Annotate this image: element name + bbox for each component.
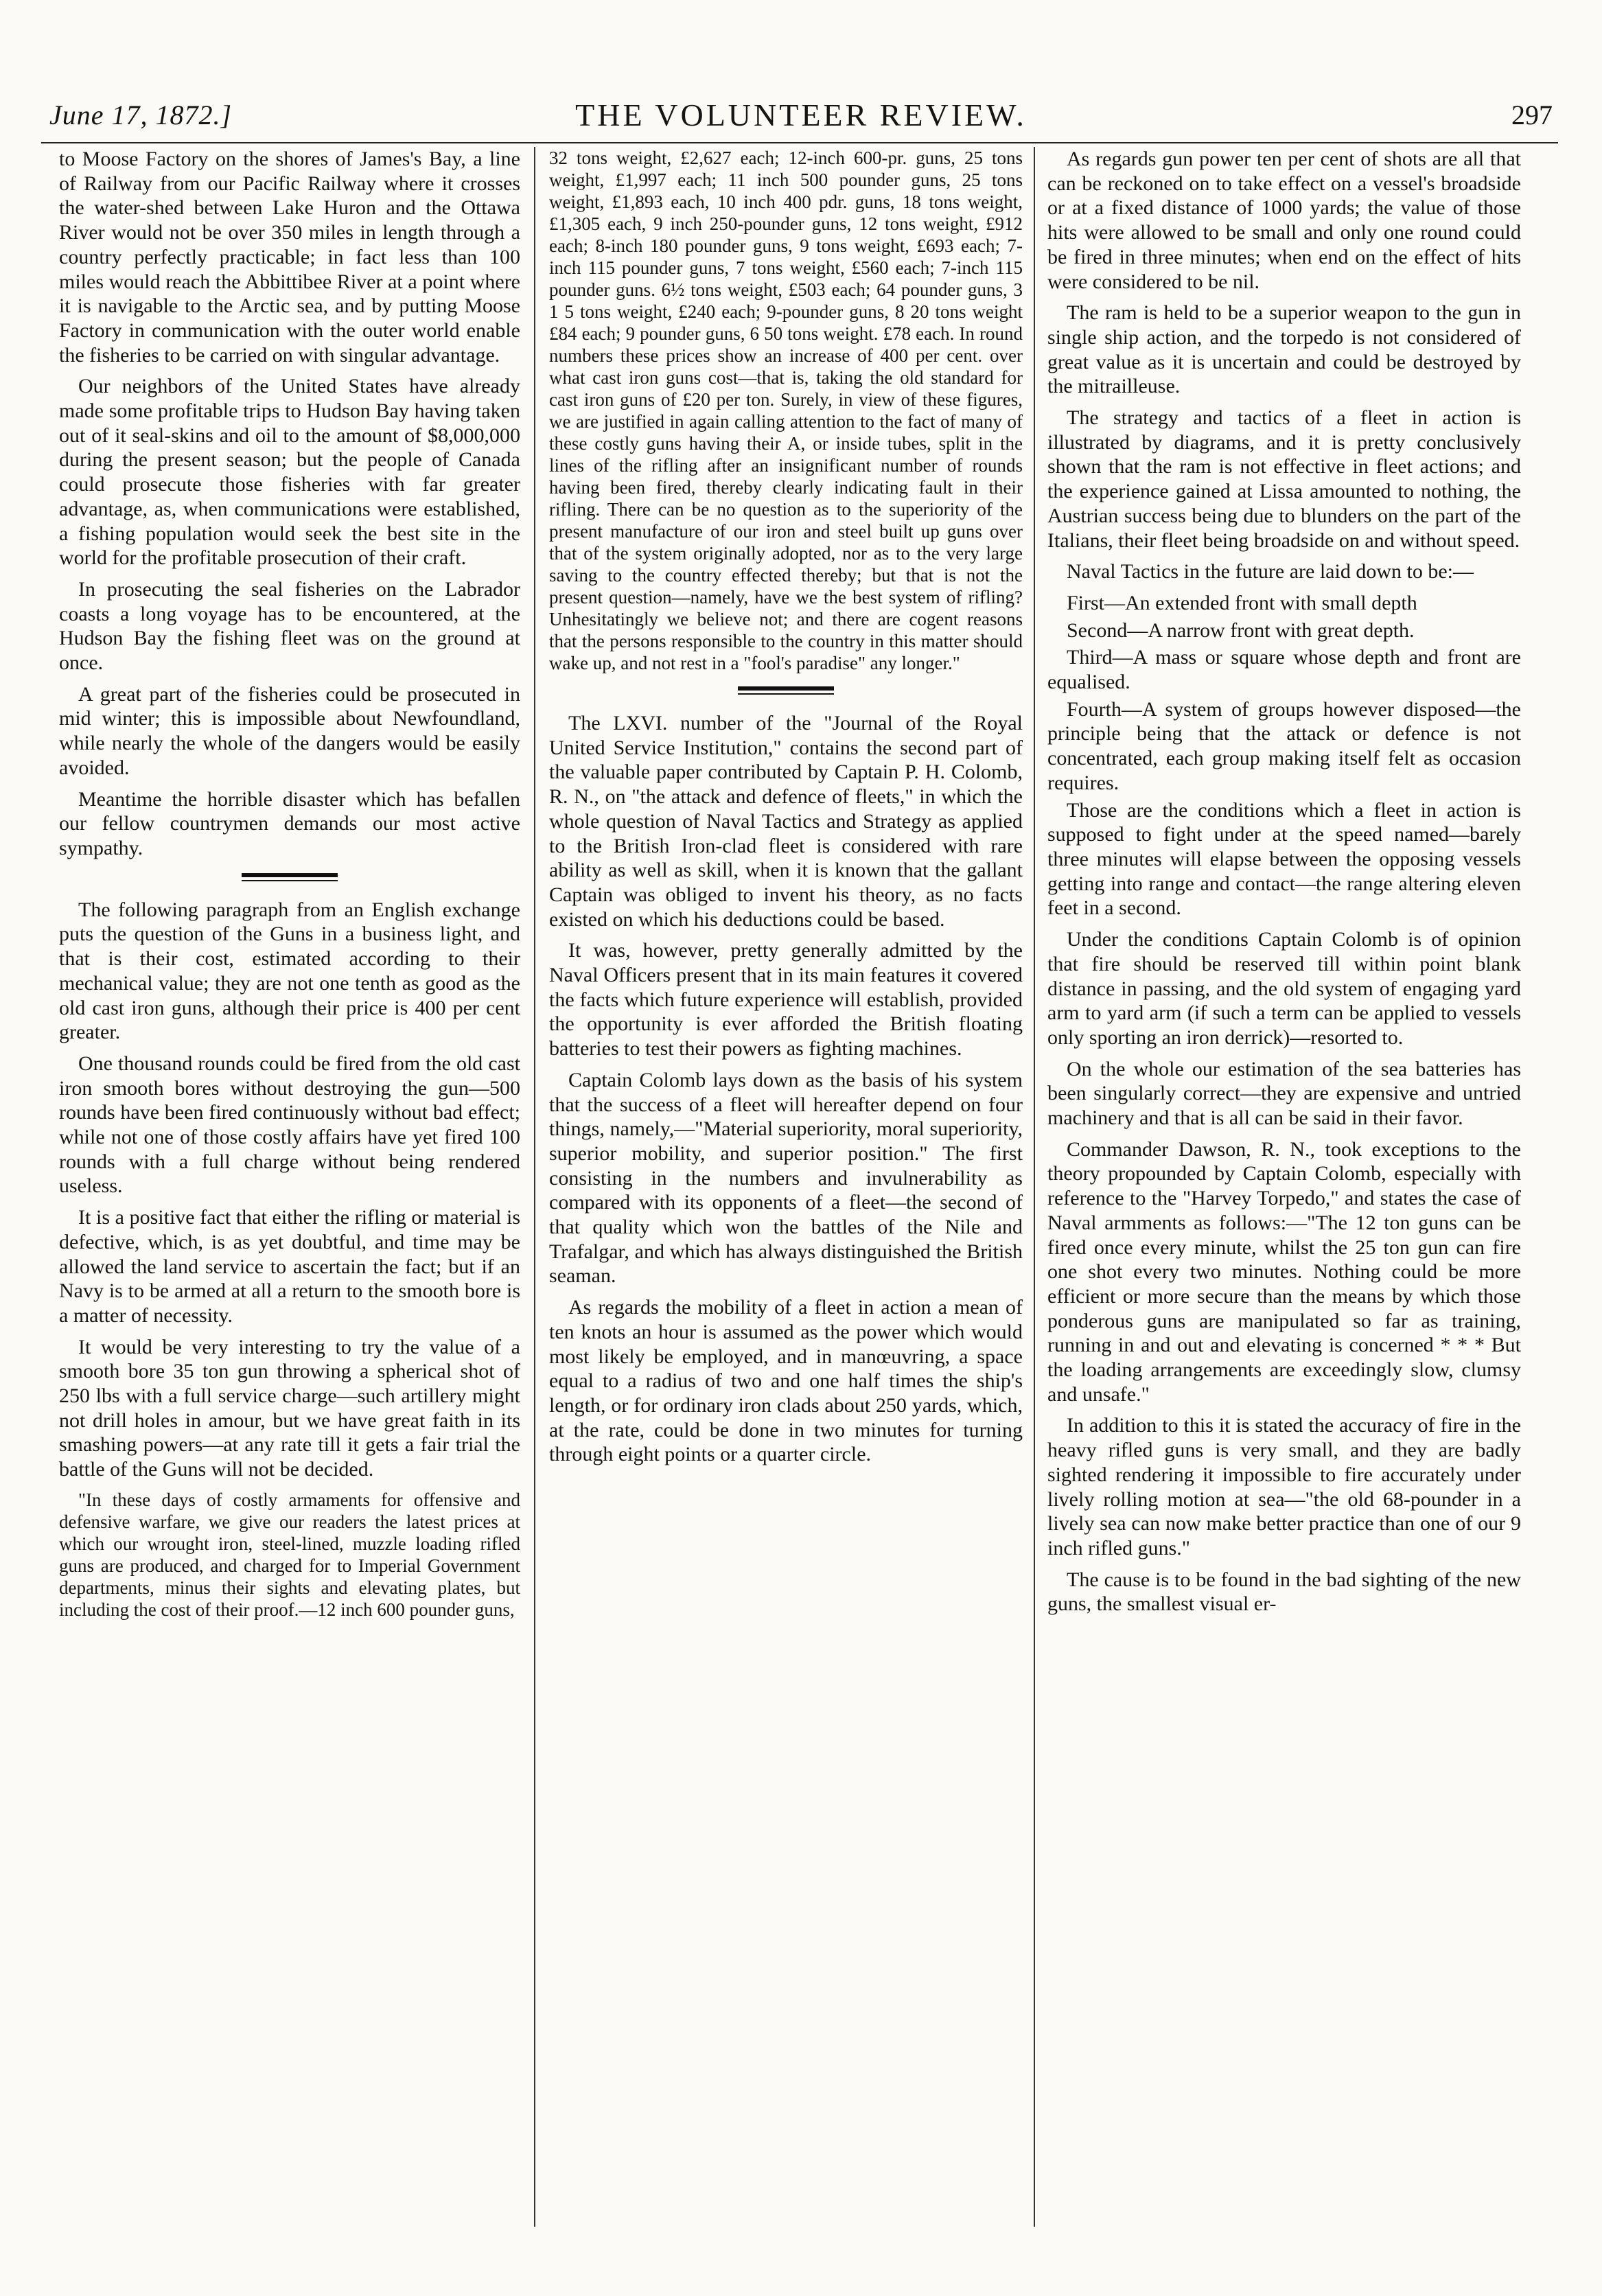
paragraph: One thousand rounds could be fired from the old cast iron smooth bores without destroying the gun—500 rounds have been fired continuously without bad effect; while not one of those costly affairs have yet fired 100 rounds with a full charge without being rendered useless.	[59, 1052, 520, 1198]
paragraph: On the whole our estimation of the sea batteries has been singularly correct—they are expensive and untried machinery and that is all can be said in their favor.	[1047, 1057, 1521, 1130]
paragraph: Naval Tactics in the future are laid down to be:—	[1067, 560, 1474, 583]
column-divider-right	[1034, 147, 1035, 2227]
paragraph: It would be very interesting to try the value of a smooth bore 35 ton gun throwing a spherical shot of 250 lbs with a full service charge—such artillery might not drill holes in amour, but we have great faith in its smashing powers—at any rate till it gets a fair trial the battle of the Guns will not be decided.	[59, 1335, 520, 1481]
paragraph: In prosecuting the seal fisheries on the Labrador coasts a long voyage has to be encountered, at the Hudson Bay the fishing fleet was on the ground at once.	[59, 577, 520, 675]
section-separator	[242, 873, 338, 881]
paragraph: The strategy and tactics of a fleet in action is illustrated by diagrams, and it is pretty conclusively shown that the ram is not effective in fleet actions; and the experience gained at Lissa amounted to nothing, the Austrian success being due to blunders on the part of the Italians, their fleet being broadside on and without speed.	[1047, 406, 1521, 552]
header-rule	[41, 142, 1558, 143]
paragraph: Meantime the horrible disaster which has befallen our fellow countrymen demands our most active sympathy.	[59, 787, 520, 859]
section-separator	[738, 686, 834, 695]
issue-date: June 17, 1872.]	[49, 100, 233, 130]
paragraph: Those are the conditions which a fleet in action is supposed to fight under at the speed named—barely three minutes will elapse between the opposing vessels getting into range and contact—the range altering eleven feet in a second.	[1047, 798, 1521, 920]
paragraph: Our neighbors of the United States have already made some profitable trips to Hudson Bay having taken out of it seal-skins and oil to the amount of $8,000,000 during the present season; but the people of Canada could prosecute those fisheries with far greater advantage, as, when communications were established, a fishing population would seek the best site in the world for the profitable prosecution of their craft.	[59, 375, 520, 570]
quoted-paragraph: "In these days of costly armaments for offensive and defensive warfare, we give our readers the latest prices at which our wrought iron, steel-lined, muzzle loading rifled guns are produced, and charged for to Imperial Government departments, minus their sights and elevating plates, but including the cost of their proof.—12 inch 600 pounder guns,	[59, 1489, 520, 1620]
paragraph: The LXVI. number of the "Journal of the Royal United Service Institution," contains the second part of the valuable paper contributed by Captain P. H. Colomb, R. N., on "the attack and defence of fleets," in which the whole question of Naval Tactics and Strategy as applied to the British Iron-clad fleet is considered with rare ability as well as skill, when it is known that the gallant Captain was obliged to invent his theory, as no facts existed on which his deductions could be based.	[549, 712, 1023, 931]
list-item: Third—A mass or square whose depth and front are equalised.	[1047, 646, 1521, 694]
paragraph: The ram is held to be a superior weapon to the gun in single ship action, and the torpedo is not considered of great value as it is uncertain and could be destroyed by the mitrailleuse.	[1047, 301, 1521, 398]
paragraph: A great part of the fisheries could be prosecuted in mid winter; this is impossible about Newfoundland, while nearly the whole of the dangers would be easily avoided.	[59, 682, 520, 779]
page-number: 297	[1511, 100, 1553, 130]
column-divider-left	[534, 147, 535, 2227]
page-header	[49, 88, 1553, 143]
paragraph: The following paragraph from an English exchange puts the question of the Guns in a business light, and that is their cost, estimated according to their mechanical value; they are not one tenth as good as the old cast iron guns, although their price is 400 per cent greater.	[59, 898, 520, 1044]
paragraph: Under the conditions Captain Colomb is of opinion that fire should be reserved till within point blank distance in passing, and the old system of engaging yard arm to yard arm (if such a term can be applied to vessels only sporting an iron derrick)—resorted to.	[1047, 928, 1521, 1049]
list-item: Second—A narrow front with great depth.	[1067, 618, 1415, 642]
paragraph: As regards gun power ten per cent of shots are all that can be reckoned on to take effect on a vessel's broadside or at a fixed distance of 1000 yards; the value of those hits were allowed to be small and only one round could be fired in three minutes; when end on the effect of hits were considered to be nil.	[1047, 148, 1521, 293]
paragraph: It is a positive fact that either the rifling or material is defective, which, is as yet doubtful, and time may be allowed the land service to ascertain the fact; but if an Navy is to be armed at all a return to the smooth bore is a matter of necessity.	[59, 1206, 520, 1327]
paragraph: As regards the mobility of a fleet in action a mean of ten knots an hour is assumed as the power which would most likely be employed, and in manœuvring, a space equal to a radius of two and one half times the ship's length, or for ordinary iron clads about 250 yards, which, at the rate, could be done in two minutes for turning through eight points or a quarter circle.	[549, 1296, 1023, 1466]
column-left	[59, 147, 520, 2220]
paragraph: Commander Dawson, R. N., took exceptions to the theory propounded by Captain Colomb, especially with reference to the "Harvey Torpedo," and states the case of Naval armments as follows:—"The 12 ton guns can be fired once every minute, whilst the 25 ton gun can fire one shot every two minutes. Nothing could be more efficient or more secure than the means by which those ponderous guns are manipulated so far as training, running in and out and elevating is concerned * * * But the loading arrangements are exceedingly slow, clumsy and unsafe."	[1047, 1137, 1521, 1406]
paragraph: Captain Colomb lays down as the basis of his system that the success of a fleet will hereafter depend on four things, namely,—"Material superiority, moral superiority, superior mobility, and superior position." The first consisting in the numbers and invulnerability as compared with its opponents of a fleet—the second of that quality which won the battles of the Nile and Trafalgar, and which has always distinguished the British seaman.	[549, 1068, 1023, 1288]
column-middle	[549, 147, 1023, 2220]
paragraph: In addition to this it is stated the accuracy of fire in the heavy rifled guns is very small, and they are badly sighted rendering it impossible to fire accurately under lively rolling motion at sea—"the old 68-pounder in a lively sea can now make better practice than one of our 9 inch rifled guns."	[1047, 1414, 1521, 1559]
paragraph: It was, however, pretty generally admitted by the Naval Officers present that in its main features it covered the facts which future experience will establish, provided the opportunity is ever afforded the British floating batteries to test their powers as fighting machines.	[549, 939, 1023, 1060]
paragraph: to Moose Factory on the shores of James's Bay, a line of Railway from our Pacific Railway where it crosses the water-shed between Lake Huron and the Ottawa River would not be over 350 miles in length through a country perfectly practicable; in fact less than 100 miles would reach the Abbittibee River at a point where it is navigable to the Arctic sea, and by putting Moose Factory in communication with the outer world enable the fisheries to be carried on with singular advantage.	[59, 148, 520, 367]
quoted-paragraph: 32 tons weight, £2,627 each; 12-inch 600-pr. guns, 25 tons weight, £1,997 each; 11 inch 500 pounder guns, 25 tons weight, £1,893 each, 10 inch 400 pdr. guns, 18 tons weight, £1,305 each, 9 inch 250-pounder guns, 12 tons weight, £912 each; 8-inch 180 pounder guns, 9 tons weight, £693 each; 7-inch 115 pounder guns, 7 tons weight, £560 each; 7-inch 115 pounder guns. 6½ tons weight, £503 each; 64 pounder guns, 3 1 5 tons weight, £240 each; 9-pounder guns, 8 20 tons weight £84 each; 9 pounder guns, 6 50 tons weight. £78 each. In round numbers these prices show an increase of 400 per cent. over what cast iron guns cost—that is, taking the old standard for cast iron guns of £20 per ton. Surely, in view of these figures, we are justified in again calling attention to the fact of many of these costly guns having their A, or inside tubes, split in the lines of the rifling after an insignificant number of rounds having been fired, thereby clearly indicating fault in their rifling. There can be no question as to the superiority of the present manufacture of our iron and steel built up guns over that of the system originally adopted, nor as to the very large saving to the country effected thereby; but that is not the present question—namely, have we the best system of rifling? Unhesitatingly we believe not; and there are cogent reasons that the persons responsible to the country in this matter should wake up, and not rest in a "fool's paradise" any longer."	[549, 148, 1023, 673]
publication-title: THE VOLUNTEER REVIEW.	[575, 97, 1027, 132]
paragraph: The cause is to be found in the bad sighting of the new guns, the smallest visual er-	[1047, 1568, 1521, 1616]
column-right	[1047, 147, 1521, 2220]
list-item: First—An extended front with small depth	[1067, 591, 1417, 614]
list-item: Fourth—A system of groups however disposed—the principle being that the attack or defence is not concentrated, each group making itself felt as occasion requires.	[1047, 697, 1521, 794]
